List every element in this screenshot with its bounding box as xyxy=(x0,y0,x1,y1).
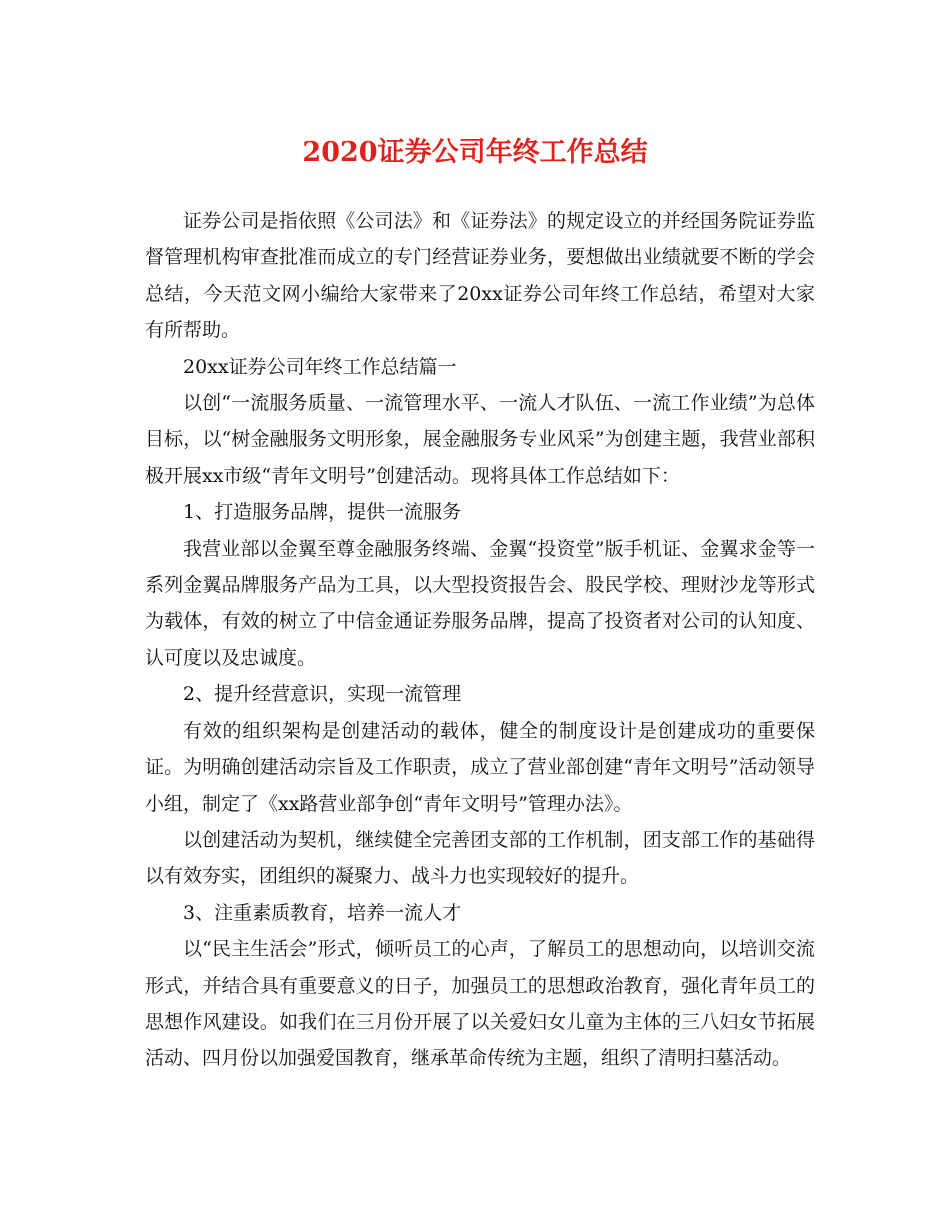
paragraph-intro: 证券公司是指依照《公司法》和《证券法》的规定设立的并经国务院证券监督管理机构审查批准而成立的专门经营证券业务，要想做出业绩就要不断的学会总结，今天范文网小编给大家带来了20xx证券公司年终工作总结，希望对大家有所帮助。 xyxy=(145,210,815,342)
paragraph-youth-league: 以创建活动为契机，继续健全完善团支部的工作机制，团支部工作的基础得以有效夯实，团组织的凝聚力、战斗力也实现较好的提升。 xyxy=(145,828,815,888)
document-body xyxy=(145,203,815,1077)
section-heading-part-one: 20xx证券公司年终工作总结篇一 xyxy=(183,355,457,378)
paragraph-education: 以“民主生活会”形式，倾听员工的心声，了解员工的思想动向，以培训交流形式，并结合具有重要意义的日子，加强员工的思想政治教育，强化青年员工的思想作风建设。如我们在三月份开展了以关爱妇女儿童为主体的三八妇女节拓展活动、四月份以加强爱国教育，继承革命传统为主题，组织了清明扫墓活动。 xyxy=(145,938,815,1070)
paragraph-management-structure: 有效的组织架构是创建活动的载体，健全的制度设计是创建成功的重要保证。为明确创建活动宗旨及工作职责，成立了营业部创建“青年文明号”活动领导小组，制定了《xx路营业部争创“青年文明号”管理办法》。 xyxy=(145,719,815,815)
subheading-service-brand: 1、打造服务品牌，提供一流服务 xyxy=(183,501,462,524)
document-title: 2020证券公司年终工作总结 xyxy=(302,137,648,168)
subheading-education: 3、注重素质教育，培养一流人才 xyxy=(183,901,462,924)
paragraph-service-brand: 我营业部以金翼至尊金融服务终端、金翼“投资堂”版手机证、金翼求金等一系列金翼品牌服务产品为工具，以大型投资报告会、股民学校、理财沙龙等形式为载体，有效的树立了中信金通证券服务品牌，提高了投资者对公司的认知度、认可度以及忠诚度。 xyxy=(145,537,815,669)
paragraph-overall-goal: 以创“一流服务质量、一流管理水平、一流人才队伍、一流工作业绩”为总体目标，以“树金融服务文明形象，展金融服务专业风采”为创建主题，我营业部积极开展xx市级“青年文明号”创建活动。现将具体工作总结如下： xyxy=(145,392,815,487)
subheading-management: 2、提升经营意识，实现一流管理 xyxy=(183,683,462,706)
